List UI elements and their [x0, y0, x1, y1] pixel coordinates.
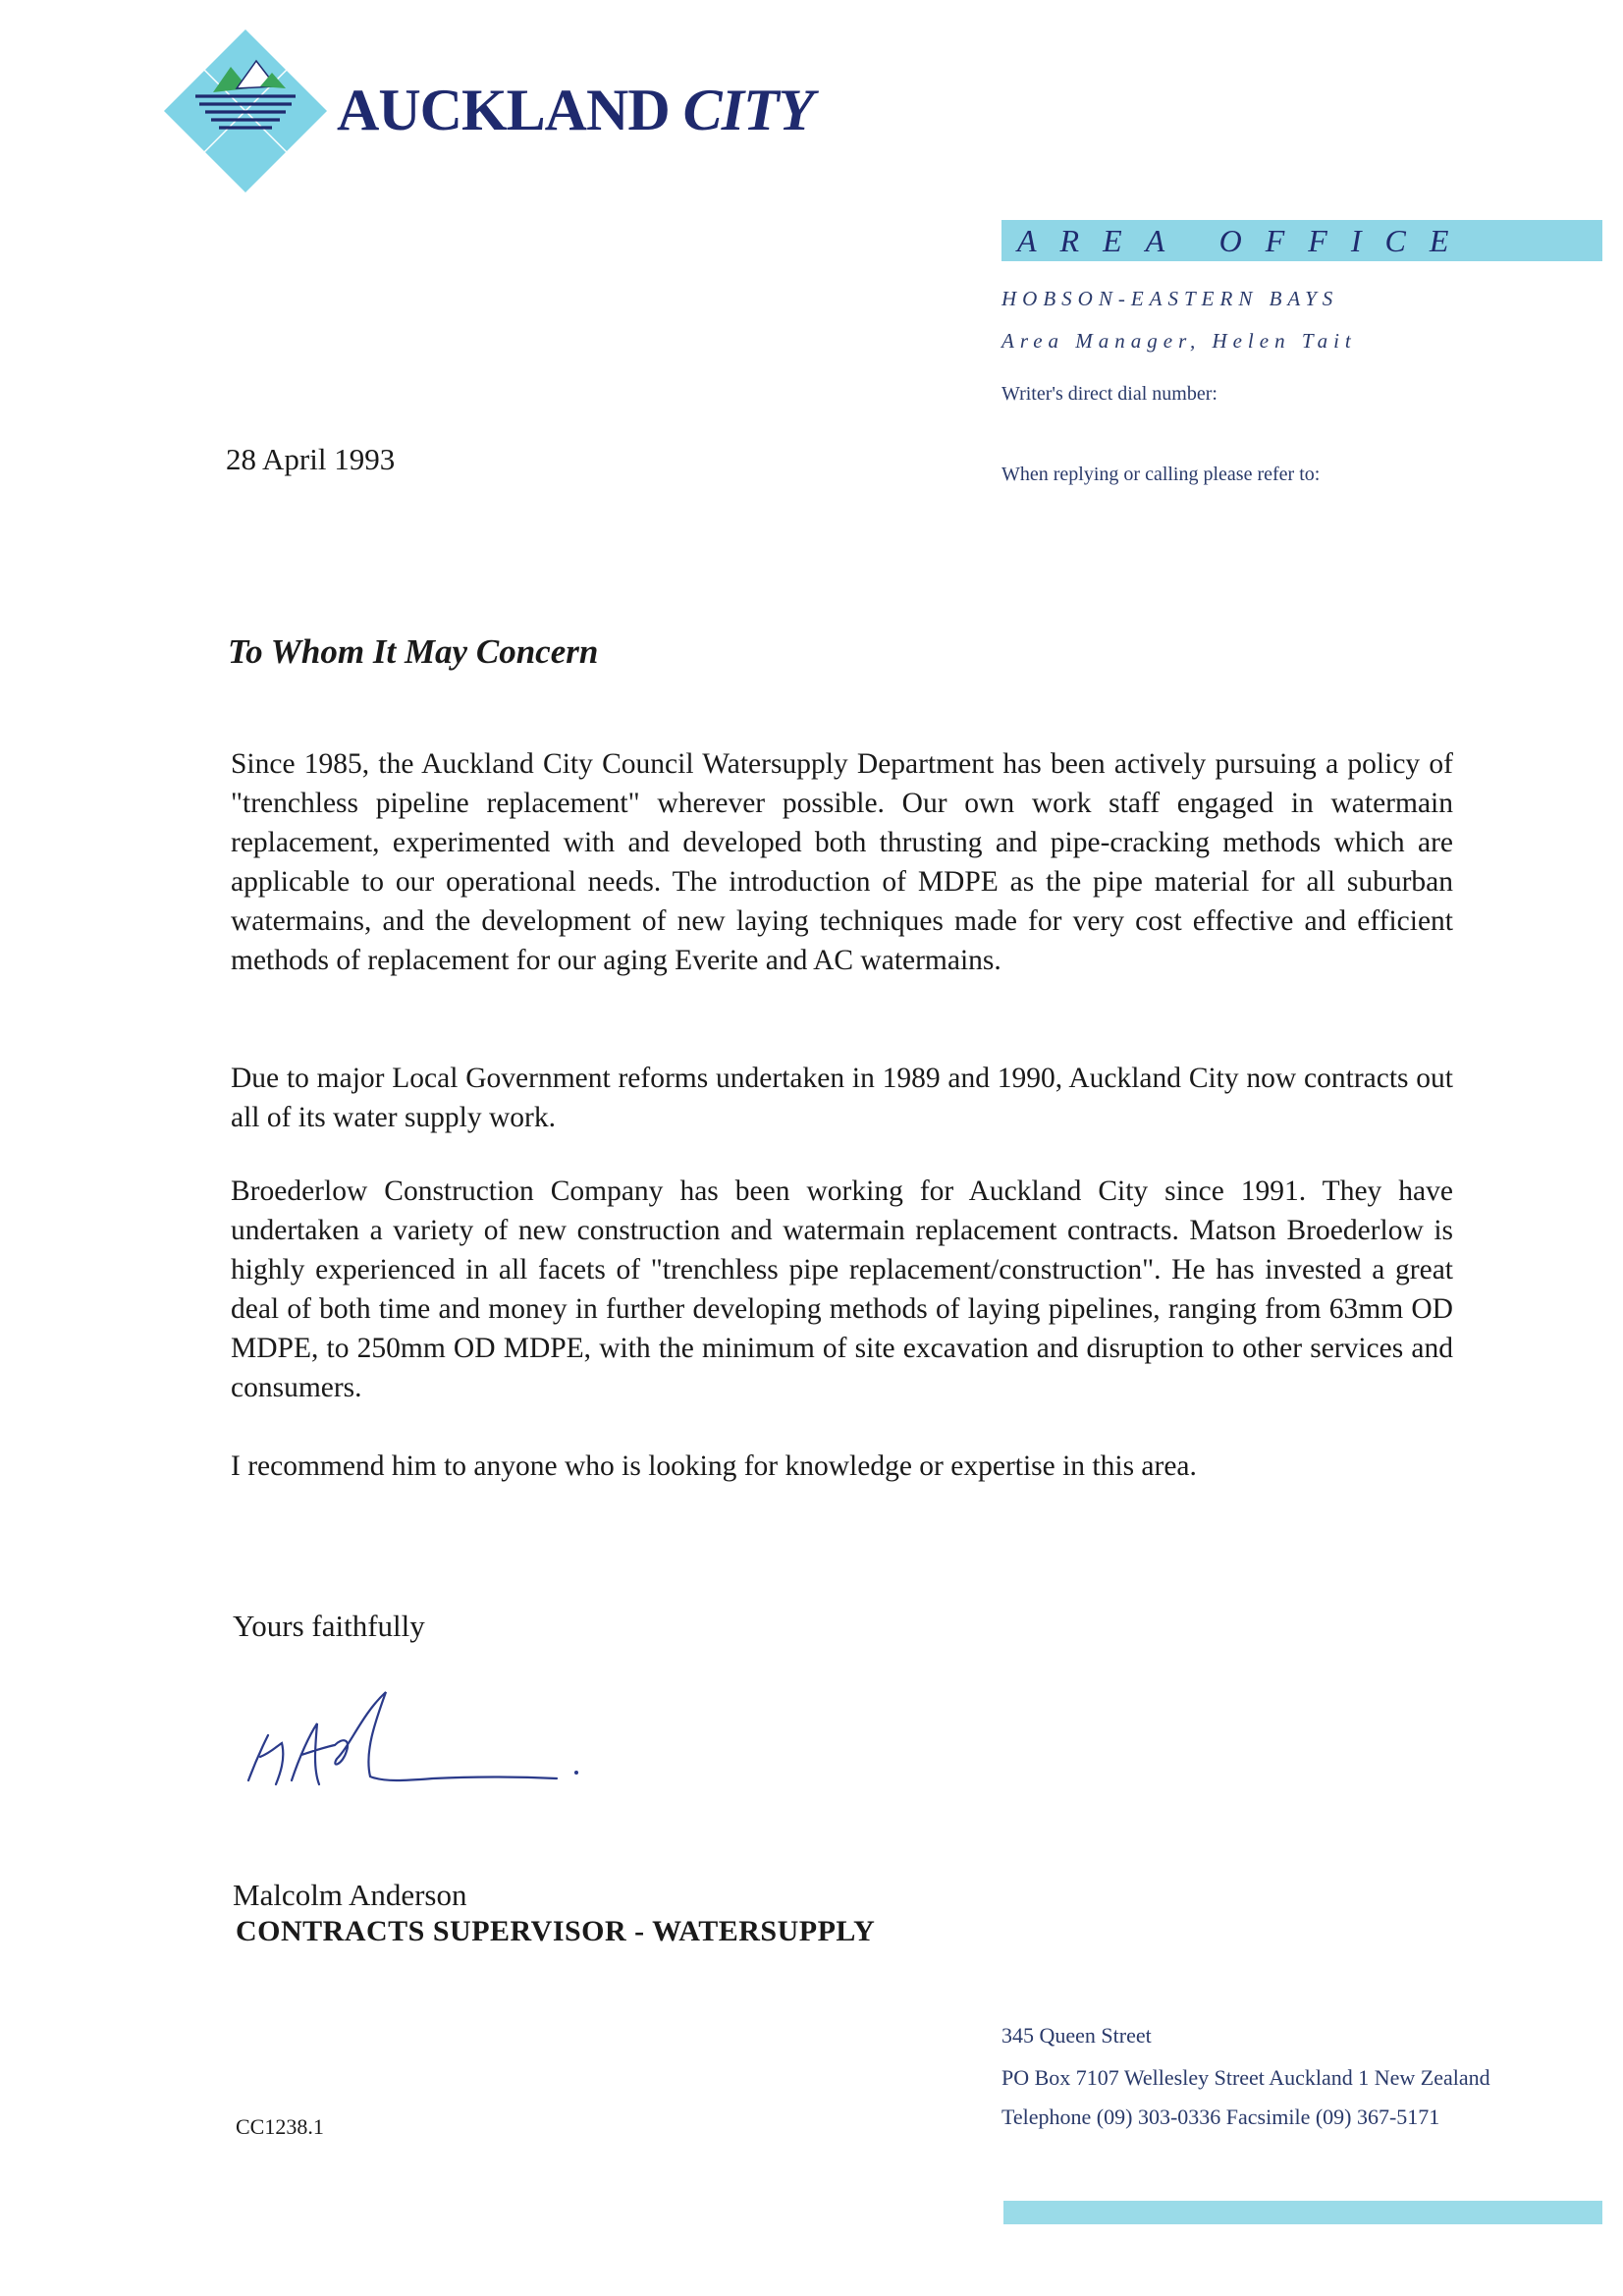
address-street: 345 Queen Street [1001, 2023, 1152, 2048]
body-paragraph-1: Since 1985, the Auckland City Council Watersupply Department has been actively pursuing a policy of "trenchless pipeline replacement" wherever possible. Our own work staff engaged in watermain replacement, experimented with and developed both thrusting and pipe-cracking methods which are applicable to our operational needs. The introduction of MDPE as the pipe material for all suburban watermains, and the development of new laying techniques made for very cost effective and efficient methods of replacement for our aging Everite and AC watermains. [231, 748, 1453, 976]
body-paragraph-4: I recommend him to anyone who is looking for knowledge or expertise in this area. [231, 1450, 1197, 1482]
office-name: HOBSON-EASTERN BAYS [1001, 287, 1339, 310]
salutation: To Whom It May Concern [228, 632, 599, 671]
office-manager: Area Manager, Helen Tait [1001, 329, 1357, 353]
bottom-band [1003, 2201, 1602, 2224]
handwritten-signature [241, 1674, 594, 1792]
refer-label: When replying or calling please refer to: [1001, 464, 1321, 485]
address-po-box: PO Box 7107 Wellesley Street Auckland 1 New Zealand [1001, 2065, 1490, 2090]
direct-dial-label: Writer's direct dial number: [1001, 383, 1217, 405]
body-paragraph-2: Due to major Local Government reforms undertaken in 1989 and 1990, Auckland City now contracts out all of its water supply work. [231, 1063, 1453, 1133]
reference-code: CC1238.1 [236, 2114, 324, 2139]
signer-title: CONTRACTS SUPERVISOR - WATERSUPPLY [236, 1915, 876, 1947]
auckland-city-logo [162, 27, 329, 194]
letter-date: 28 April 1993 [226, 442, 396, 476]
closing: Yours faithfully [233, 1609, 425, 1643]
area-office-band [1001, 220, 1602, 261]
brand-wordmark [337, 77, 813, 144]
area-office-label: AREA OFFICE [1017, 223, 1473, 258]
address-phone: Telephone (09) 303-0336 Facsimile (09) 367-5171 [1001, 2105, 1440, 2129]
signer-name: Malcolm Anderson [233, 1878, 467, 1912]
body-paragraph-3: Broederlow Construction Company has been working for Auckland City since 1991. They have undertaken a variety of new construction and watermain replacement contracts. Matson Broederlow is highly experienced in all facets of "trenchless pipe replacement/construction". He has invested a great deal of both time and money in further developing methods of laying pipelines, ranging from 63mm OD MDPE, to 250mm OD MDPE, with the minimum of site excavation and disruption to other services and consumers. [231, 1175, 1453, 1403]
brand-main: AUCKLAND [337, 78, 670, 142]
brand-city: CITY [682, 78, 814, 142]
